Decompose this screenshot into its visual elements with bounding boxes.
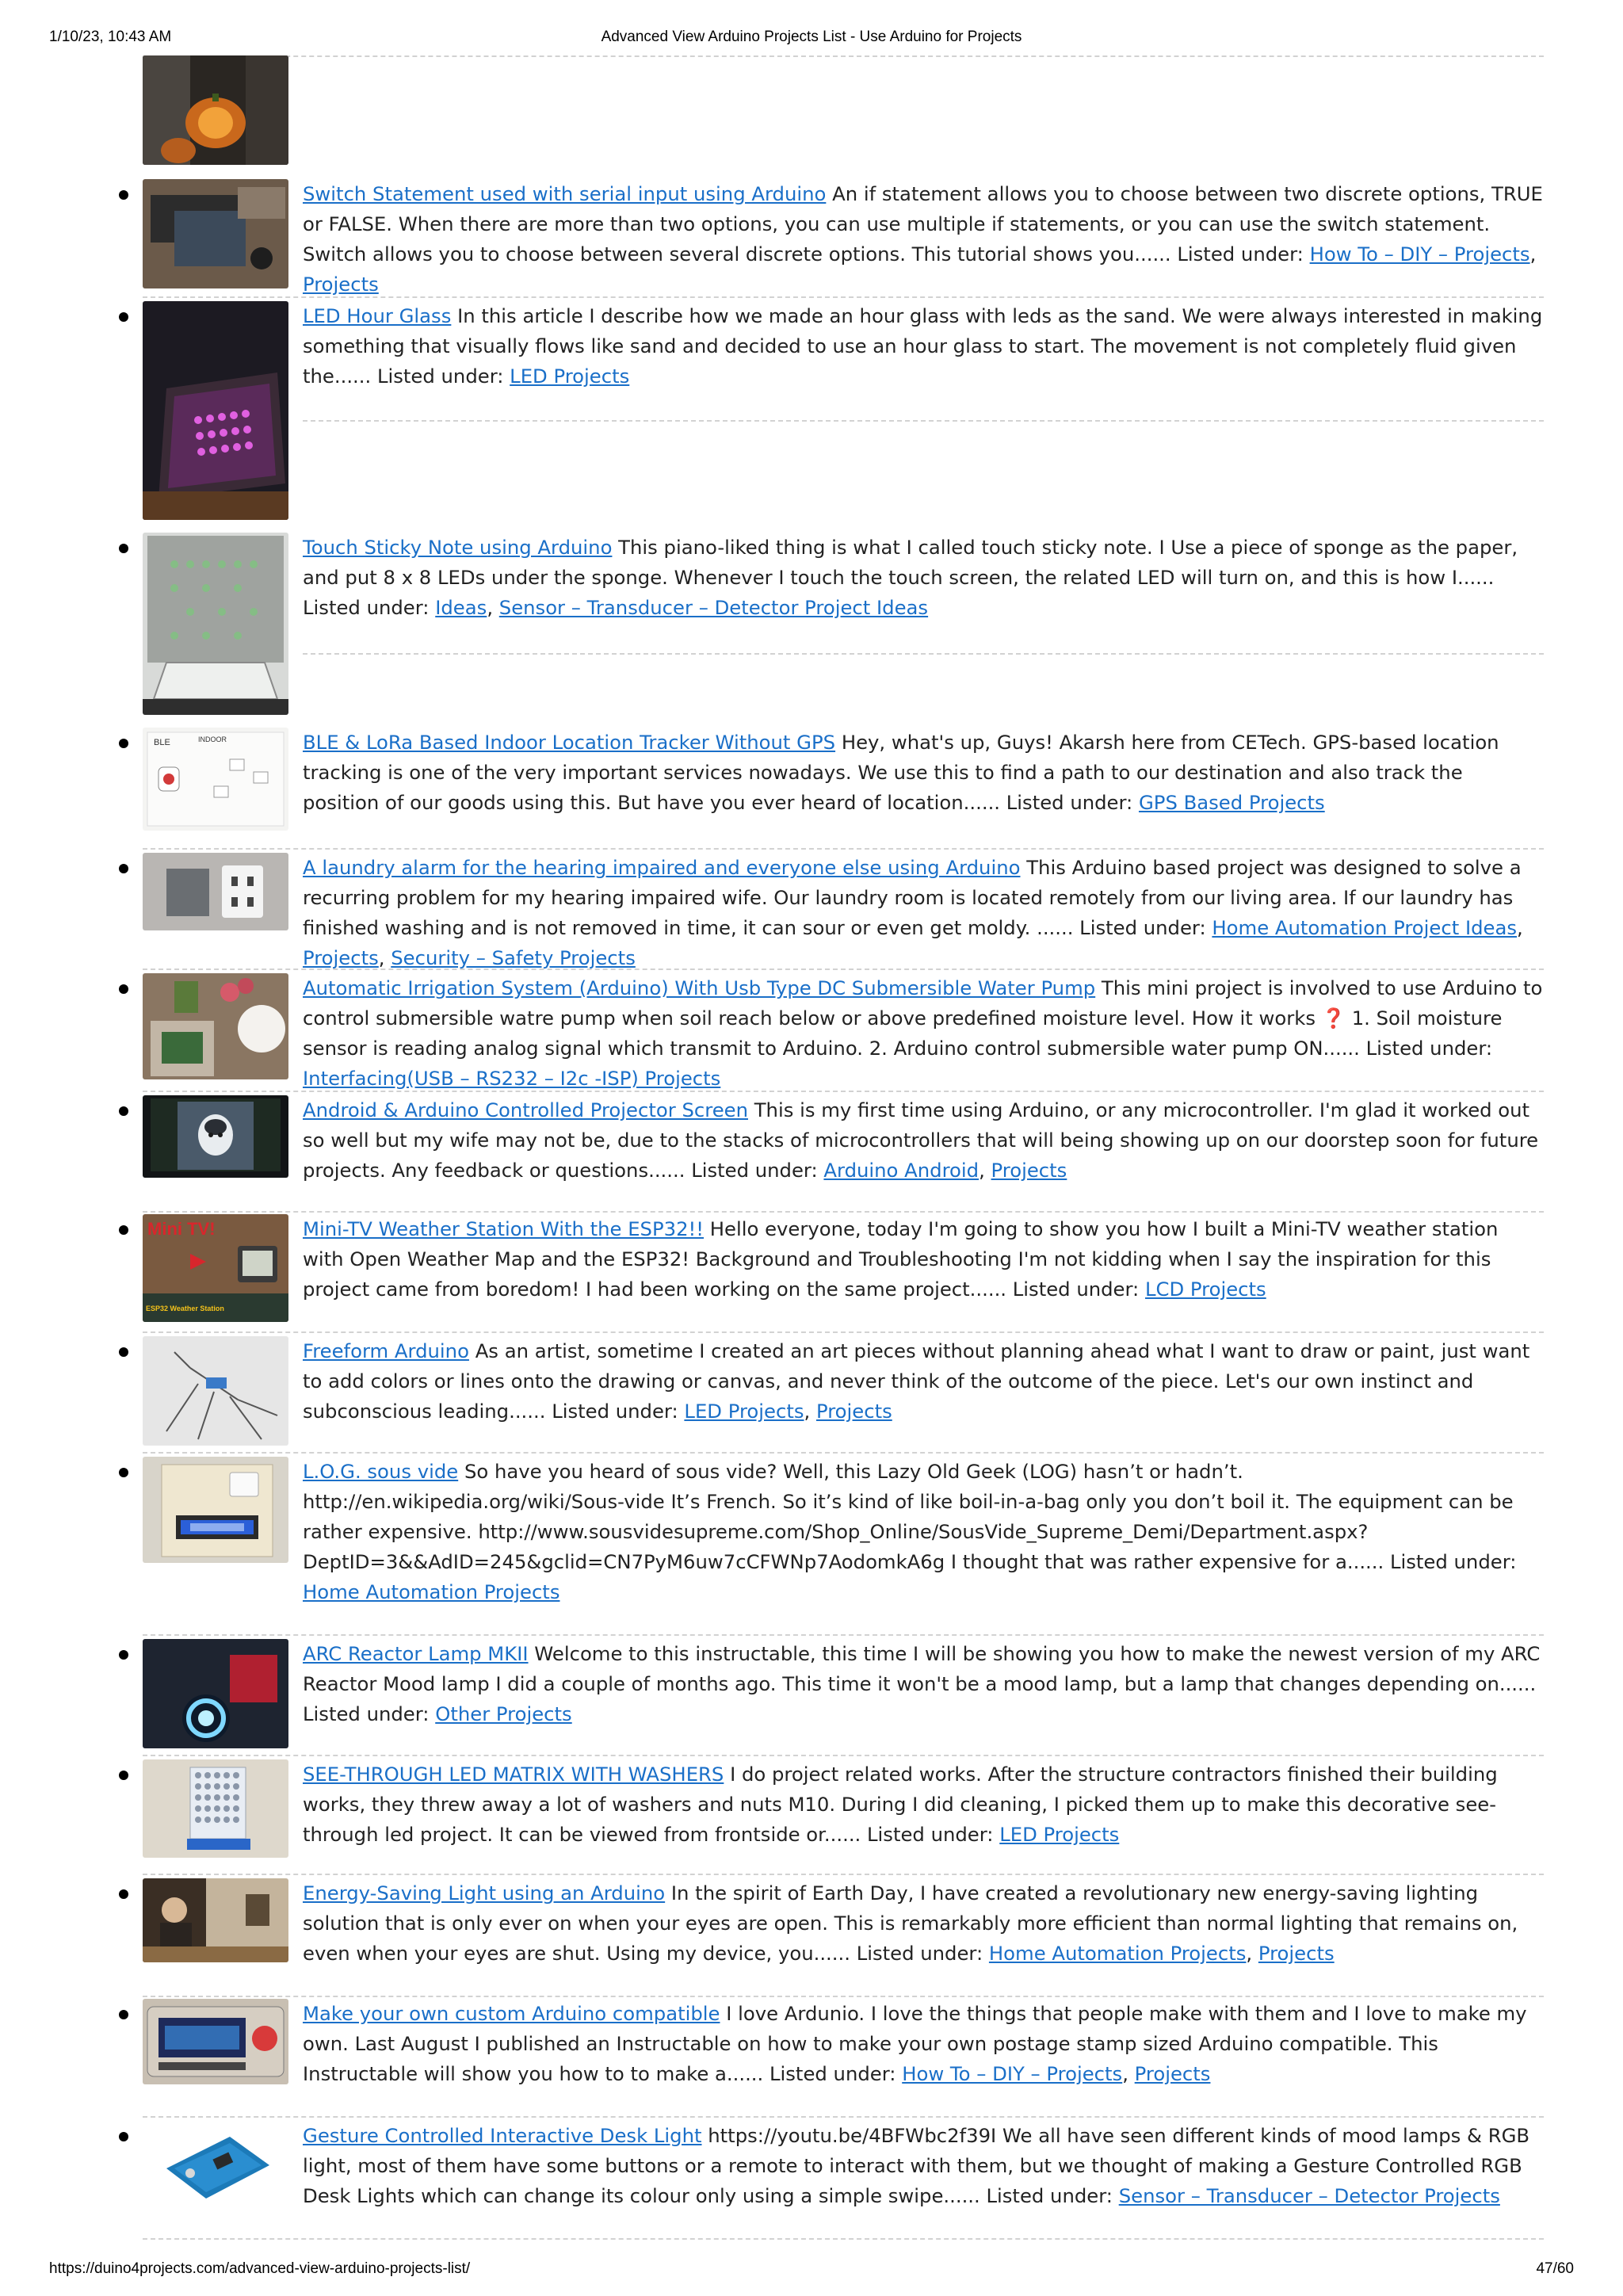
list-bullet bbox=[119, 739, 128, 748]
project-thumbnail[interactable] bbox=[143, 1095, 288, 1178]
project-thumbnail[interactable] bbox=[143, 533, 288, 715]
project-title-link[interactable]: Automatic Irrigation System (Arduino) With Usb Type DC Submersible Water Pump bbox=[303, 976, 1096, 999]
category-link[interactable]: Projects bbox=[1258, 1942, 1335, 1965]
project-title-link[interactable]: Freeform Arduino bbox=[303, 1339, 469, 1362]
project-description: As an artist, sometime I created an art pieces without planning ahead what I want to draw or paint, just want to add colors or lines onto the drawing or canvas, and never think of the outcome of the piece. Let's our own instinct and subconscious leading...... bbox=[303, 1339, 1530, 1423]
listed-under-label: Listed under: bbox=[691, 1159, 818, 1182]
project-thumbnail[interactable] bbox=[143, 1457, 288, 1563]
category-link[interactable]: Interfacing(USB – RS232 – I2c -ISP) Projects bbox=[303, 1067, 721, 1090]
divider bbox=[143, 1755, 1544, 1756]
category-link[interactable]: Projects bbox=[303, 946, 379, 969]
project-title-link[interactable]: BLE & LoRa Based Indoor Location Tracker Without GPS bbox=[303, 731, 836, 754]
category-link[interactable]: Ideas bbox=[435, 596, 487, 619]
divider bbox=[143, 1211, 1544, 1213]
listed-under-label: Listed under: bbox=[867, 1823, 994, 1846]
listed-under-label: Listed under: bbox=[1365, 1037, 1493, 1060]
print-header bbox=[0, 24, 1623, 55]
divider bbox=[143, 848, 1544, 850]
print-url: https://duino4projects.com/advanced-view-arduino-projects-list/ bbox=[49, 2260, 471, 2277]
category-link[interactable]: GPS Based Projects bbox=[1138, 791, 1325, 814]
project-title-link[interactable]: Make your own custom Arduino compatible bbox=[303, 2002, 720, 2025]
list-bullet bbox=[119, 864, 128, 873]
print-page-title: Advanced View Arduino Projects List - Use Arduino for Projects bbox=[601, 29, 1022, 45]
listed-under-label: Listed under: bbox=[1177, 243, 1304, 266]
category-link[interactable]: Home Automation Projects bbox=[988, 1942, 1247, 1965]
divider bbox=[143, 55, 1544, 57]
svg-text:INDOOR: INDOOR bbox=[198, 735, 227, 743]
project-entry bbox=[303, 301, 1544, 392]
list-bullet bbox=[119, 544, 128, 553]
category-link[interactable]: How To – DIY – Projects bbox=[1309, 243, 1530, 266]
divider bbox=[143, 296, 1544, 298]
category-link[interactable]: LED Projects bbox=[999, 1823, 1120, 1846]
project-title-link[interactable]: L.O.G. sous vide bbox=[303, 1460, 459, 1483]
project-title-link[interactable]: Switch Statement used with serial input using Arduino bbox=[303, 182, 827, 205]
project-description: Hello everyone, today I'm going to show you how I built a Mini-TV weather station with Open Weather Map and the ESP32! Background and Troubleshooting I'm not kidding when I say the inspiration for this project came from boredom! I had been working on the same project...... bbox=[303, 1217, 1499, 1301]
divider bbox=[143, 1634, 1544, 1636]
project-thumbnail[interactable] bbox=[143, 1336, 288, 1446]
listed-under-label: Listed under: bbox=[303, 596, 430, 619]
listed-under-label: Listed under: bbox=[303, 1702, 430, 1725]
category-link[interactable]: Projects bbox=[991, 1159, 1067, 1182]
list-bullet bbox=[119, 1225, 128, 1235]
project-title-link[interactable]: A laundry alarm for the hearing impaired and everyone else using Arduino bbox=[303, 856, 1021, 879]
project-entry bbox=[303, 1759, 1544, 1850]
project-entry: Energy-Saving Light using an Arduino In the spirit of Earth Day, I have created a revolutionary new energy-saving lighting solution that is only ever on when your eyes are open. This is remarkably more efficient than normal lighting that remains on, even when your eyes are shut. Using my device, you...... Listed under: Home Automation Projects, Projects bbox=[303, 1881, 1518, 1965]
list-bullet bbox=[119, 1889, 128, 1899]
project-thumbnail[interactable] bbox=[143, 853, 288, 930]
listed-under-label: Listed under: bbox=[986, 2184, 1113, 2207]
divider bbox=[143, 968, 1544, 970]
project-entry bbox=[303, 1639, 1544, 1729]
divider bbox=[143, 1091, 1544, 1092]
list-bullet bbox=[119, 1468, 128, 1477]
category-link[interactable]: Home Automation Projects bbox=[303, 1580, 560, 1603]
project-thumbnail[interactable] bbox=[143, 55, 288, 165]
project-entry: Make your own custom Arduino compatible I love Ardunio. I love the things that people make with them and I love to make my own. Last August I published an Instructable on how to make your own postage stamp sized Arduino compatible. This Instructable will show you how to to make a...... Listed under: How To – DIY – Projects, Projects bbox=[303, 2002, 1527, 2085]
divider bbox=[303, 420, 1544, 422]
project-description: This Arduino based project was designed to solve a recurring problem for my hearing impaired wife. Our laundry room is located remotely from our living area. If our laundry has finished washing and is not removed in time, it can sour or even get moldy. ...... bbox=[303, 856, 1522, 939]
project-description: This is my first time using Arduino, or any microcontroller. I'm glad it worked out so well but my wife may not be, due to the stacks of microcontrollers that will being showing up on our doorstep soon for future projects. Any feedback or questions...... bbox=[303, 1098, 1539, 1182]
project-description: Hey, what's up, Guys! Akarsh here from CETech. GPS-based location tracking is one of the very important services nowadays. We use this to find a path to our destination and also track the position of our goods using this. But have you ever heard of location...... bbox=[303, 731, 1499, 814]
category-link[interactable]: Sensor – Transducer – Detector Projects bbox=[1118, 2184, 1500, 2207]
divider bbox=[143, 1996, 1544, 1997]
project-thumbnail[interactable] bbox=[143, 1878, 288, 1962]
list-bullet bbox=[119, 2010, 128, 2019]
category-link[interactable]: Projects bbox=[303, 273, 379, 296]
project-entry bbox=[303, 728, 1544, 818]
list-bullet bbox=[119, 1771, 128, 1780]
category-link[interactable]: LED Projects bbox=[684, 1400, 804, 1423]
project-entry: Touch Sticky Note using Arduino This piano-liked thing is what I called touch sticky note. I Use a piece of sponge as the paper, and put 8 x 8 LEDs under the sponge. Whenever I touch the touch screen, the related LED will turn on, and this is how I...... Listed under: Ideas, Sensor – Transducer – Detector Project Ideas bbox=[303, 536, 1518, 619]
divider bbox=[143, 1331, 1544, 1333]
project-entry: Android & Arduino Controlled Projector Screen This is my first time using Arduino, or any microcontroller. I'm glad it worked out so well but my wife may not be, due to the stacks of microcontrollers that will being showing up on our doorstep soon for future projects. Any feedback or questions...... Listed under: Arduino Android, Projects bbox=[303, 1098, 1539, 1182]
divider bbox=[143, 1452, 1544, 1454]
category-link[interactable]: Security – Safety Projects bbox=[391, 946, 636, 969]
print-datetime: 1/10/23, 10:43 AM bbox=[49, 29, 172, 45]
project-description: In the spirit of Earth Day, I have created a revolutionary new energy-saving lighting solution that is only ever on when your eyes are open. This is remarkably more efficient than normal lighting that remains on, even when your eyes are shut. Using my device, you...... bbox=[303, 1881, 1518, 1965]
project-thumbnail[interactable] bbox=[143, 301, 288, 520]
category-link[interactable]: Arduino Android bbox=[823, 1159, 980, 1182]
project-thumbnail[interactable] bbox=[143, 728, 288, 831]
project-description-part: This mini project is involved to use Arduino to control submersible watre pump when soil reach below or above predefined moisture level. How it works bbox=[303, 976, 1543, 1030]
project-description: An if statement allows you to choose between two discrete options, TRUE or FALSE. When there are more than two options, you can use multiple if statements, or you can use the switch statement. Switch allows you to choose between several discrete options. This tutorial shows you...... bbox=[303, 182, 1543, 266]
list-bullet bbox=[119, 1106, 128, 1116]
project-title-link[interactable]: LED Hour Glass bbox=[303, 304, 452, 327]
category-link[interactable]: Home Automation Project Ideas bbox=[1212, 916, 1518, 939]
divider bbox=[143, 2116, 1544, 2118]
project-thumbnail[interactable] bbox=[143, 1639, 288, 1748]
question-mark-icon: ❓ bbox=[1321, 1007, 1346, 1030]
project-thumbnail[interactable] bbox=[143, 1759, 288, 1858]
category-link[interactable]: Sensor – Transducer – Detector Project Ideas bbox=[498, 596, 929, 619]
list-bullet bbox=[119, 190, 128, 200]
listed-under-label: Listed under: bbox=[1079, 916, 1206, 939]
project-entry: A laundry alarm for the hearing impaired and everyone else using Arduino This Arduino based project was designed to solve a recurring problem for my hearing impaired wife. Our laundry room is located remotely from our living area. If our laundry has finished washing and is not removed in time, it can sour or even get moldy. ...... Listed under: Home Automation Project Ideas, Projects, Security – Safety Projects bbox=[303, 856, 1523, 969]
listed-under-label: Listed under: bbox=[552, 1400, 678, 1423]
project-entry bbox=[303, 1214, 1544, 1305]
thumbnail-title-text: Mini TV! bbox=[147, 1219, 216, 1239]
project-description: In this article I describe how we made an hour glass with leds as the sand. We were always interested in making something that visually flows like sand and decided to use an hour glass to start. The movement is not completely fluid given the...... bbox=[303, 304, 1543, 388]
category-link[interactable]: How To – DIY – Projects bbox=[902, 2062, 1123, 2085]
listed-under-label: Listed under: bbox=[1389, 1550, 1517, 1573]
category-link[interactable]: LED Projects bbox=[510, 365, 630, 388]
project-description: 1. Soil moisture sensor is reading analog signal which transmit to Arduino. 2. Arduino control submersible water pump ON...... bbox=[303, 1007, 1503, 1060]
print-page-number: 47/60 bbox=[1536, 2260, 1574, 2277]
list-bullet bbox=[119, 312, 128, 322]
project-entry bbox=[303, 973, 1544, 1094]
project-thumbnail[interactable] bbox=[143, 1999, 288, 2084]
listed-under-label: Listed under: bbox=[1006, 791, 1133, 814]
project-description: Welcome to this instructable, this time I will be showing you how to make the newest version of my ARC Reactor Mood lamp I did a couple of months ago. This time it won't be a mood lamp, but a lamp that changes depending on...... bbox=[303, 1642, 1541, 1695]
project-title-link[interactable]: Gesture Controlled Interactive Desk Light bbox=[303, 2124, 702, 2147]
thumbnail-subtitle-text: ESP32 Weather Station bbox=[146, 1305, 224, 1312]
project-description: So have you heard of sous vide? Well, this Lazy Old Geek (LOG) hasn’t or hadn’t. http://en.wikipedia.org/wiki/Sous-vide It’s French. So it’s kind of like boil-in-a-bag only you don’t boil it. The equipment can be rather expensive. http://www.sousvidesupreme.com/Shop_Online/SousVide_Supreme_Demi/Department.aspx?DeptID=3&&AdID=245&gclid=CN7PyM6uw7cCFWNp7AodomkA6g I thought that was rather expensive for a...... bbox=[303, 1460, 1514, 1573]
print-footer bbox=[0, 2256, 1623, 2287]
list-bullet bbox=[119, 2132, 128, 2141]
project-title-link[interactable]: Touch Sticky Note using Arduino bbox=[303, 536, 613, 559]
category-link[interactable]: LCD Projects bbox=[1144, 1278, 1266, 1301]
project-entry: Switch Statement used with serial input using Arduino An if statement allows you to choose between two discrete options, TRUE or FALSE. When there are more than two options, you can use multiple if statements, or you can use the switch statement. Switch allows you to choose between several discrete options. This tutorial shows you...... Listed under: How To – DIY – Projects, Projects bbox=[303, 182, 1543, 296]
project-entry bbox=[303, 1457, 1544, 1607]
divider bbox=[143, 2238, 1544, 2240]
project-title-link[interactable]: ARC Reactor Lamp MKII bbox=[303, 1642, 529, 1665]
listed-under-label: Listed under: bbox=[769, 2062, 896, 2085]
project-title-link[interactable]: Android & Arduino Controlled Projector Screen bbox=[303, 1098, 748, 1121]
divider bbox=[143, 1874, 1544, 1875]
project-entry bbox=[303, 2121, 1544, 2211]
project-description: I love Ardunio. I love the things that people make with them and I love to make my own. Last August I published an Instructable on how to make your own postage stamp sized Arduino compatible. This Instructable will show you how to to make a...... bbox=[303, 2002, 1527, 2085]
project-thumbnail[interactable] bbox=[143, 179, 288, 288]
listed-under-label: Listed under: bbox=[856, 1942, 983, 1965]
project-description: This piano-liked thing is what I called touch sticky note. I Use a piece of sponge as the paper, and put 8 x 8 LEDs under the sponge. Whenever I touch the touch screen, the related LED will turn on, and this is how I...... bbox=[303, 536, 1518, 589]
project-title-link[interactable]: Mini-TV Weather Station With the ESP32!! bbox=[303, 1217, 705, 1240]
project-thumbnail[interactable] bbox=[143, 973, 288, 1079]
list-bullet bbox=[119, 1650, 128, 1660]
category-link[interactable]: Other Projects bbox=[435, 1702, 572, 1725]
category-link[interactable]: Projects bbox=[815, 1400, 892, 1423]
listed-under-label: Listed under: bbox=[376, 365, 504, 388]
listed-under-label: Listed under: bbox=[1012, 1278, 1140, 1301]
project-title-link[interactable]: SEE-THROUGH LED MATRIX WITH WASHERS bbox=[303, 1763, 724, 1786]
project-thumbnail[interactable] bbox=[143, 2121, 288, 2208]
category-link[interactable]: Projects bbox=[1134, 2062, 1211, 2085]
project-title-link[interactable]: Energy-Saving Light using an Arduino bbox=[303, 1881, 666, 1904]
svg-text:BLE: BLE bbox=[154, 738, 170, 747]
project-thumbnail[interactable] bbox=[143, 1214, 288, 1322]
project-entry: Freeform Arduino As an artist, sometime I created an art pieces without planning ahead what I want to draw or paint, just want to add colors or lines onto the drawing or canvas, and never think of the outcome of the piece. Let's our own instinct and subconscious leading...... Listed under: LED Projects, Projects bbox=[303, 1339, 1530, 1423]
project-description: https://youtu.be/4BFWbc2f39I We all have seen different kinds of mood lamps & RGB light, most of them have some buttons or a remote to interact with them, but we thought of making a Gesture Controlled RGB Desk Lights which can change its colour only using a simple swipe...... bbox=[303, 2124, 1530, 2207]
list-bullet bbox=[119, 984, 128, 994]
project-description: I do project related works. After the structure contractors finished their building works, they threw away a lot of washers and nuts M10. During I did cleaning, I picked them up to make this decorative see-through led project. It can be viewed from frontside or...... bbox=[303, 1763, 1498, 1846]
divider bbox=[303, 653, 1544, 655]
list-bullet bbox=[119, 1347, 128, 1357]
